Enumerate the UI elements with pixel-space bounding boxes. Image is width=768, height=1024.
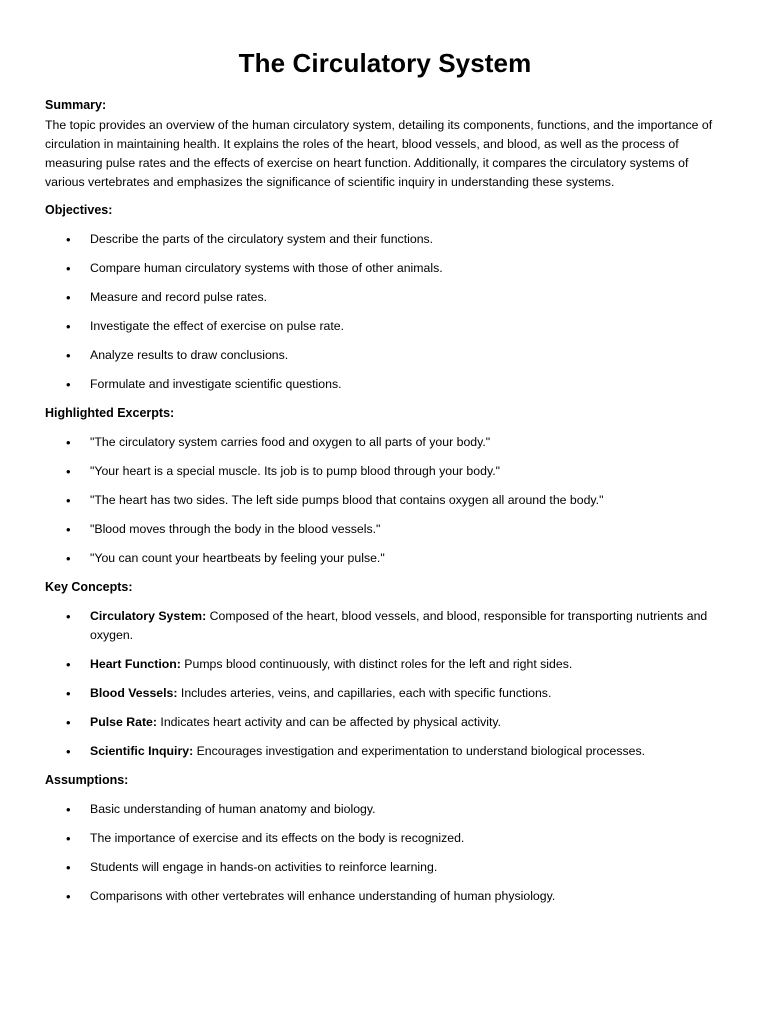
concept-term: Heart Function: <box>90 657 181 671</box>
assumption-item: • The importance of exercise and its effects on the body is recognized. <box>66 831 465 846</box>
bullet-icon: • <box>66 493 71 508</box>
bullet-icon: • <box>66 715 71 730</box>
concept-term: Blood Vessels: <box>90 686 178 700</box>
summary-text: The topic provides an overview of the human circulatory system, detailing its components, functions, and the importance of circulation in maintaining health. It explains the roles of the heart, blood vessels, and blood, as well as the process of measuring pulse rates and the effects of exercise on heart function. Additionally, it compares the circulatory systems of various vertebrates and emphasizes the significance of scientific inquiry in understanding these systems. <box>45 118 713 189</box>
bullet-icon: • <box>66 348 71 363</box>
concept-desc: Encourages investigation and experimentation to understand biological processes. <box>193 744 646 758</box>
page-title: The Circulatory System <box>238 48 532 78</box>
assumption-item: • Basic understanding of human anatomy and biology. <box>66 802 376 817</box>
bullet-icon: • <box>66 261 71 276</box>
bullet-icon: • <box>66 377 71 392</box>
bullet-icon: • <box>66 319 71 334</box>
summary-heading: Summary: <box>45 98 107 112</box>
assumptions-list <box>45 800 725 916</box>
objective-item: • Measure and record pulse rates. <box>66 290 268 305</box>
bullet-icon: • <box>66 609 71 624</box>
assumption-item: • Students will engage in hands-on activities to reinforce learning. <box>66 860 438 875</box>
bullet-icon: • <box>66 435 71 450</box>
excerpt-item: • "Your heart is a special muscle. Its job is to pump blood through your body." <box>66 464 500 479</box>
concept-item <box>45 742 725 761</box>
excerpts-list <box>45 433 725 578</box>
concept-desc: Includes arteries, veins, and capillaries, each with specific functions. <box>177 686 552 700</box>
excerpt-item: • "Blood moves through the body in the blood vessels." <box>66 522 381 537</box>
objective-item: • Analyze results to draw conclusions. <box>66 348 289 363</box>
assumption-item: • Comparisons with other vertebrates will enhance understanding of human physiology. <box>66 889 556 904</box>
objectives-list <box>45 230 725 404</box>
concept-term: Scientific Inquiry: <box>90 744 194 758</box>
bullet-icon: • <box>66 464 71 479</box>
objectives-heading: Objectives: <box>45 203 113 217</box>
objective-item: • Investigate the effect of exercise on pulse rate. <box>66 319 345 334</box>
objective-item: • Describe the parts of the circulatory system and their functions. <box>66 232 434 247</box>
concept-term: Pulse Rate: <box>90 715 157 729</box>
concept-term: Circulatory System: <box>90 609 207 623</box>
bullet-icon: • <box>66 802 71 817</box>
excerpt-item: • "You can count your heartbeats by feeling your pulse." <box>66 551 385 566</box>
bullet-icon: • <box>66 232 71 247</box>
concept-item <box>45 607 725 645</box>
concept-desc: Composed of the heart, blood vessels, and blood, responsible for transporting nutrients and oxygen. <box>90 609 708 642</box>
concept-item <box>45 655 725 674</box>
concept-desc: Pumps blood continuously, with distinct roles for the left and right sides. <box>180 657 573 671</box>
bullet-icon: • <box>66 657 71 672</box>
concepts-list <box>45 607 725 771</box>
concepts-heading: Key Concepts: <box>45 580 133 594</box>
objective-item: • Compare human circulatory systems with those of other animals. <box>66 261 443 276</box>
assumptions-heading: Assumptions: <box>45 773 129 787</box>
concept-item <box>45 713 725 732</box>
bullet-icon: • <box>66 551 71 566</box>
bullet-icon: • <box>66 860 71 875</box>
concept-desc: Indicates heart activity and can be affected by physical activity. <box>156 715 502 729</box>
bullet-icon: • <box>66 522 71 537</box>
bullet-icon: • <box>66 831 71 846</box>
bullet-icon: • <box>66 290 71 305</box>
concept-item <box>45 684 725 703</box>
excerpt-item: • "The circulatory system carries food and oxygen to all parts of your body." <box>66 435 491 450</box>
excerpt-item: • "The heart has two sides. The left side pumps blood that contains oxygen all around the body." <box>66 493 604 508</box>
bullet-icon: • <box>66 686 71 701</box>
excerpts-heading: Highlighted Excerpts: <box>45 406 175 420</box>
objective-item: • Formulate and investigate scientific questions. <box>66 377 342 392</box>
bullet-icon: • <box>66 744 71 759</box>
bullet-icon: • <box>66 889 71 904</box>
